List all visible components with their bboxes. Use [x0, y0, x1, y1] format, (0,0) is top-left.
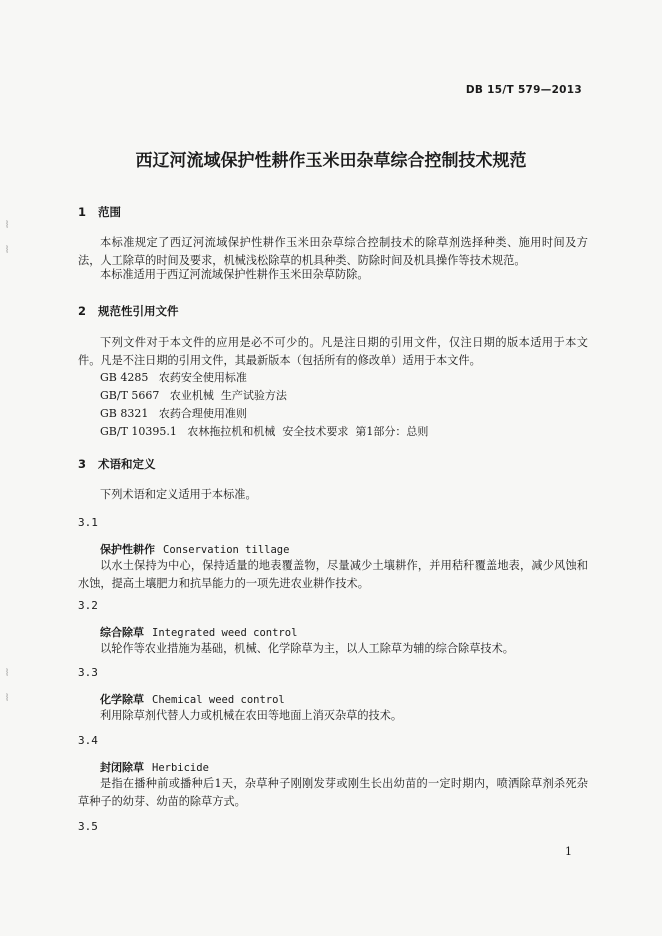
section-2-paragraph-1: 下列文件对于本文件的应用是必不可少的。凡是注日期的引用文件，仅注日期的版本适用于本文件。凡是不注日期的引用文件，其最新版本（包括所有的修改单）适用于本文件。: [78, 336, 588, 367]
term-name: [100, 759, 209, 775]
normative-reference: GB/T 10395.1 农林拖拉机和机械 安全技术要求 第1部分：总则: [100, 425, 429, 438]
term-name: [100, 541, 289, 557]
term-name-en: Herbicide: [152, 762, 209, 774]
section-title: 范围: [98, 205, 121, 219]
term-name-zh: 综合除草: [100, 626, 144, 639]
page-number: 1: [565, 845, 572, 858]
term-name-zh: 化学除草: [100, 693, 144, 706]
term-definition: 是指在播种前或播种后1天，杂草种子刚刚发芽或刚生长出幼苗的一定时期内，喷洒除草剂杀死杂草种子的幼芽、幼苗的除草方式。: [78, 777, 588, 808]
term-definition: 以水土保持为中心，保持适量的地表覆盖物，尽量减少土壤耕作，并用秸秆覆盖地表，减少风蚀和水蚀，提高土壤肥力和抗旱能力的一项先进农业耕作技术。: [78, 559, 588, 590]
term-name-en: Chemical weed control: [152, 694, 285, 706]
section-heading-1: [78, 204, 121, 220]
term-number: 3.1: [78, 516, 98, 529]
normative-reference: GB 4285 农药安全使用标准: [100, 371, 247, 384]
section-number: 2: [78, 304, 87, 318]
normative-reference: GB/T 5667 农业机械 生产试验方法: [100, 389, 287, 402]
section-1-paragraph-1: 本标准规定了西辽河流域保护性耕作玉米田杂草综合控制技术的除草剂选择种类、施用时间及方法，人工除草的时间及要求，机械浅松除草的机具种类、防除时间及机具操作等技术规范。: [78, 236, 588, 267]
term-name-zh: 封闭除草: [100, 761, 144, 774]
term-name: [100, 691, 285, 707]
term-number: 3.4: [78, 734, 98, 747]
document-title: 西辽河流域保护性耕作玉米田杂草综合控制技术规范: [135, 151, 527, 171]
binding-hole-mark: ⦚: [6, 693, 9, 704]
binding-hole-mark: ⦚: [6, 220, 9, 231]
term-number: 3.5: [78, 820, 98, 833]
term-name-zh: 保护性耕作: [100, 543, 155, 556]
term-number: 3.3: [78, 666, 98, 679]
section-number: 3: [78, 457, 87, 471]
term-name-en: Integrated weed control: [152, 627, 298, 639]
section-3-paragraph-1: 下列术语和定义适用于本标准。: [100, 488, 257, 501]
term-definition: 以轮作等农业措施为基础，机械、化学除草为主，以人工除草为辅的综合除草技术。: [100, 642, 514, 655]
standard-code: DB 15/T 579—2013: [465, 84, 582, 96]
term-number: 3.2: [78, 599, 98, 612]
section-title: 术语和定义: [98, 457, 156, 471]
section-number: 1: [78, 205, 87, 219]
term-name: [100, 624, 297, 640]
section-title: 规范性引用文件: [98, 304, 179, 318]
binding-hole-mark: ⦚: [6, 668, 9, 679]
section-heading-3: [78, 456, 156, 472]
section-1-paragraph-2: 本标准适用于西辽河流域保护性耕作玉米田杂草防除。: [100, 268, 369, 281]
term-definition: 利用除草剂代替人力或机械在农田等地面上消灭杂草的技术。: [100, 709, 403, 722]
binding-hole-mark: ⦚: [6, 245, 9, 256]
normative-reference: GB 8321 农药合理使用准则: [100, 407, 247, 420]
term-name-en: Conservation tillage: [163, 544, 290, 556]
section-heading-2: [78, 303, 179, 319]
